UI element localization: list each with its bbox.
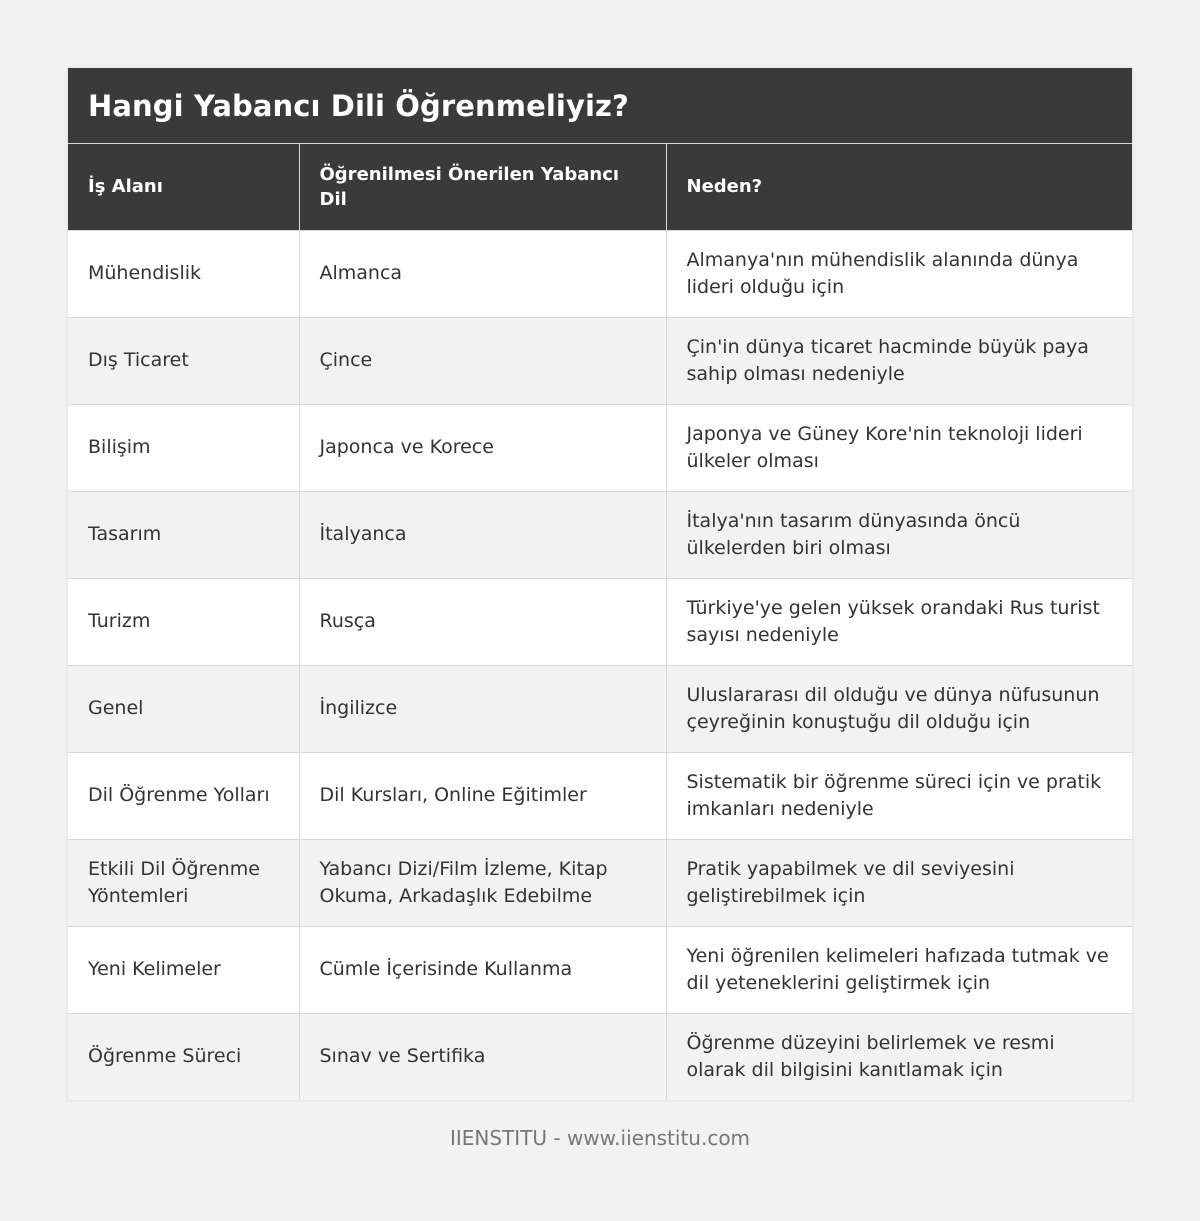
cell-language: Çince [299, 317, 666, 404]
cell-business-area: Etkili Dil Öğrenme Yöntemleri [68, 839, 299, 926]
cell-reason: İtalya'nın tasarım dünyasında öncü ülkelerden biri olması [666, 491, 1132, 578]
cell-reason: Uluslararası dil olduğu ve dünya nüfusunun çeyreğinin konuştuğu dil olduğu için [666, 665, 1132, 752]
cell-business-area: Yeni Kelimeler [68, 926, 299, 1013]
cell-language: Japonca ve Korece [299, 404, 666, 491]
cell-reason: Türkiye'ye gelen yüksek orandaki Rus turist sayısı nedeniyle [666, 578, 1132, 665]
table-card [68, 68, 1132, 1100]
table-row [68, 665, 1132, 752]
table-row [68, 926, 1132, 1013]
language-table [68, 144, 1132, 1100]
table-row [68, 1013, 1132, 1100]
table-row [68, 839, 1132, 926]
cell-business-area: Genel [68, 665, 299, 752]
cell-business-area: Dış Ticaret [68, 317, 299, 404]
cell-reason: Pratik yapabilmek ve dil seviyesini geliştirebilmek için [666, 839, 1132, 926]
cell-business-area: Dil Öğrenme Yolları [68, 752, 299, 839]
cell-reason: Japonya ve Güney Kore'nin teknoloji lideri ülkeler olması [666, 404, 1132, 491]
cell-language: Sınav ve Sertifika [299, 1013, 666, 1100]
cell-business-area: Turizm [68, 578, 299, 665]
cell-language: İtalyanca [299, 491, 666, 578]
table-row [68, 752, 1132, 839]
cell-language: Yabancı Dizi/Film İzleme, Kitap Okuma, Arkadaşlık Edebilme [299, 839, 666, 926]
column-header-business-area: İş Alanı [68, 144, 299, 230]
table-row [68, 578, 1132, 665]
footer-credit: IIENSTITU - www.iienstitu.com [449, 1126, 751, 1150]
cell-reason: Yeni öğrenilen kelimeleri hafızada tutmak ve dil yeteneklerini geliştirmek için [666, 926, 1132, 1013]
column-header-recommended-language: Öğrenilmesi Önerilen Yabancı Dil [299, 144, 666, 230]
cell-reason: Çin'in dünya ticaret hacminde büyük paya sahip olması nedeniyle [666, 317, 1132, 404]
page-title: Hangi Yabancı Dili Öğrenmeliyiz? [88, 88, 629, 123]
cell-reason: Almanya'nın mühendislik alanında dünya lideri olduğu için [666, 230, 1132, 317]
table-row [68, 404, 1132, 491]
cell-reason: Sistematik bir öğrenme süreci için ve pratik imkanları nedeniyle [666, 752, 1132, 839]
cell-language: Dil Kursları, Online Eğitimler [299, 752, 666, 839]
cell-language: Cümle İçerisinde Kullanma [299, 926, 666, 1013]
cell-business-area: Öğrenme Süreci [68, 1013, 299, 1100]
table-row [68, 230, 1132, 317]
cell-reason: Öğrenme düzeyini belirlemek ve resmi olarak dil bilgisini kanıtlamak için [666, 1013, 1132, 1100]
table-row [68, 491, 1132, 578]
cell-business-area: Mühendislik [68, 230, 299, 317]
table-header-row [68, 144, 1132, 230]
cell-business-area: Bilişim [68, 404, 299, 491]
cell-language: Almanca [299, 230, 666, 317]
column-header-reason: Neden? [666, 144, 1132, 230]
cell-language: İngilizce [299, 665, 666, 752]
cell-business-area: Tasarım [68, 491, 299, 578]
table-row [68, 317, 1132, 404]
cell-language: Rusça [299, 578, 666, 665]
title-bar [68, 68, 1132, 144]
